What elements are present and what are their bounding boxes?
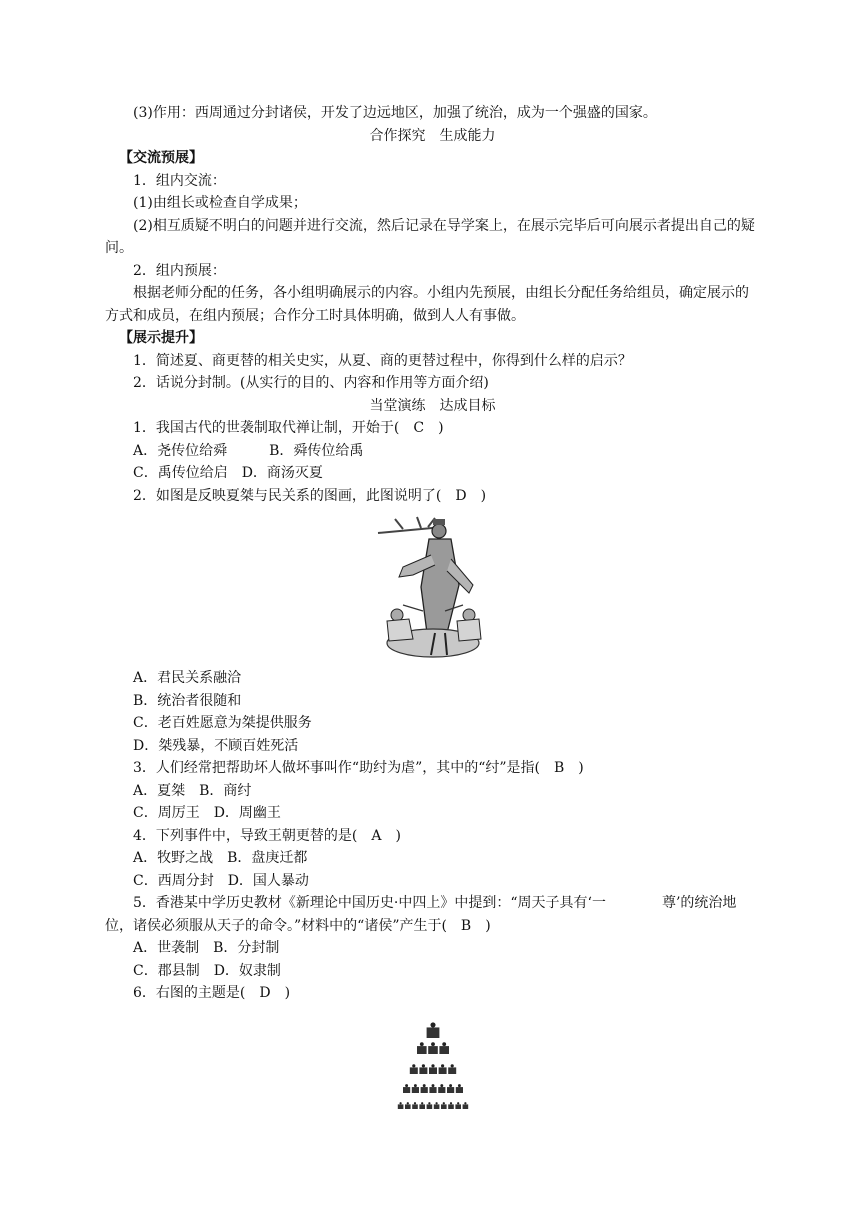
option-line: A．世袭制 B．分封制: [133, 940, 280, 956]
question-4: 4．下列事件中，导致王朝更替的是( A ): [133, 827, 401, 844]
pyramid-figure: [429, 1064, 437, 1074]
pyramid-figure: [426, 1022, 439, 1038]
pyramid-figure: [441, 1102, 447, 1109]
text-line: (3)作用：西周通过分封诸侯，开发了边远地区，加强了统治，成为一个强盛的国家。: [133, 105, 657, 121]
question-5: 5．香港某中学历史教材《新理论中国历史·中四上》中提到：“周天子具有‘一 尊’的统治地位，诸侯必须服从天子的命令。”材料中的“诸侯”产生于( B ): [105, 895, 737, 934]
text-line: (2)相互质疑不明白的问题并进行交流，然后记录在导学案上，在展示完毕后可向展示者提出自己的疑问。: [105, 217, 755, 256]
pyramid-figure: [405, 1102, 411, 1109]
pyramid-figure: [438, 1084, 445, 1093]
pyramid-figure: [411, 1084, 418, 1093]
pyramid-figure: [455, 1102, 461, 1109]
question-3: 3．人们经常把帮助坏人做坏事叫作“助纣为虐”，其中的“纣”是指( B ): [133, 760, 584, 776]
text-line: 1．简述夏、商更替的相关史实，从夏、商的更替过程中，你得到什么样的启示？: [133, 352, 632, 369]
question-6: 6．右图的主题是( D ): [133, 985, 291, 1001]
option-line: D．桀残暴，不顾百姓死活: [133, 737, 299, 754]
section-heading: 当堂演练 达成目标: [369, 397, 496, 414]
text-line: (1)由组长或检查自学成果；: [133, 195, 307, 211]
pyramid-figure: [448, 1102, 454, 1109]
pyramid-figure: [419, 1064, 427, 1074]
pyramid-figure: [412, 1102, 418, 1109]
pyramid-figure: [417, 1042, 427, 1054]
hierarchy-pyramid-figures: [105, 1013, 760, 1123]
section-heading: 合作探究 生成能力: [369, 127, 496, 144]
pyramid-figure: [455, 1084, 462, 1093]
pyramid-figure: [429, 1084, 436, 1093]
text-line: 根据老师分配的任务，各小组明确展示的内容。小组内先预展，由组长分配任务给组员，确定展示的方式和成员，在组内预展；合作分工时具体明确，做到人人有事做。: [105, 285, 749, 324]
option-line: A．牧野之战 B．盘庚迁都: [133, 850, 308, 866]
option-line: C．禹传位给启 D．商汤灭夏: [133, 465, 323, 481]
pyramid-figure: [426, 1102, 432, 1109]
text-line: 1．组内交流：: [133, 172, 226, 189]
pyramid-figure: [397, 1102, 403, 1109]
pyramid-figure: [448, 1064, 456, 1074]
text-line: 2．组内预展：: [133, 262, 226, 279]
subsection-heading: 【展示提升】: [119, 330, 203, 346]
option-line: C．老百姓愿意为桀提供服务: [133, 715, 312, 731]
pyramid-figure: [447, 1084, 454, 1093]
pyramid-figure: [428, 1042, 438, 1054]
option-line: A．夏桀 B．商纣: [133, 782, 252, 799]
question-1: 1．我国古代的世袭制取代禅让制，开始于( C ): [133, 420, 444, 436]
option-line: C．周厉王 D．周幽王: [133, 805, 281, 821]
option-line: C．郡县制 D．奴隶制: [133, 962, 281, 979]
pyramid-figure: [419, 1102, 425, 1109]
pyramid-figure: [409, 1064, 417, 1074]
option-line: B．统治者很随和: [133, 692, 242, 709]
question-2: 2．如图是反映夏桀与民关系的图画，此图说明了( D ): [133, 487, 487, 504]
pyramid-figure: [420, 1084, 427, 1093]
option-line: A．君民关系融洽: [133, 670, 242, 686]
pyramid-figure: [462, 1102, 468, 1109]
pyramid-figure: [439, 1042, 449, 1054]
pyramid-figure: [433, 1102, 439, 1109]
document-content: [105, 102, 760, 1123]
pyramid-figure: [403, 1084, 410, 1093]
pyramid-figure: [438, 1064, 446, 1074]
option-line: C．西周分封 D．国人暴动: [133, 872, 309, 889]
ruler-riding-people-illustration: [105, 513, 760, 663]
subsection-heading: 【交流预展】: [119, 150, 203, 166]
text-line: 2．话说分封制。(从实行的目的、内容和作用等方面介绍): [133, 375, 489, 391]
option-line: A．尧传位给舜 B．舜传位给禹: [133, 442, 364, 459]
